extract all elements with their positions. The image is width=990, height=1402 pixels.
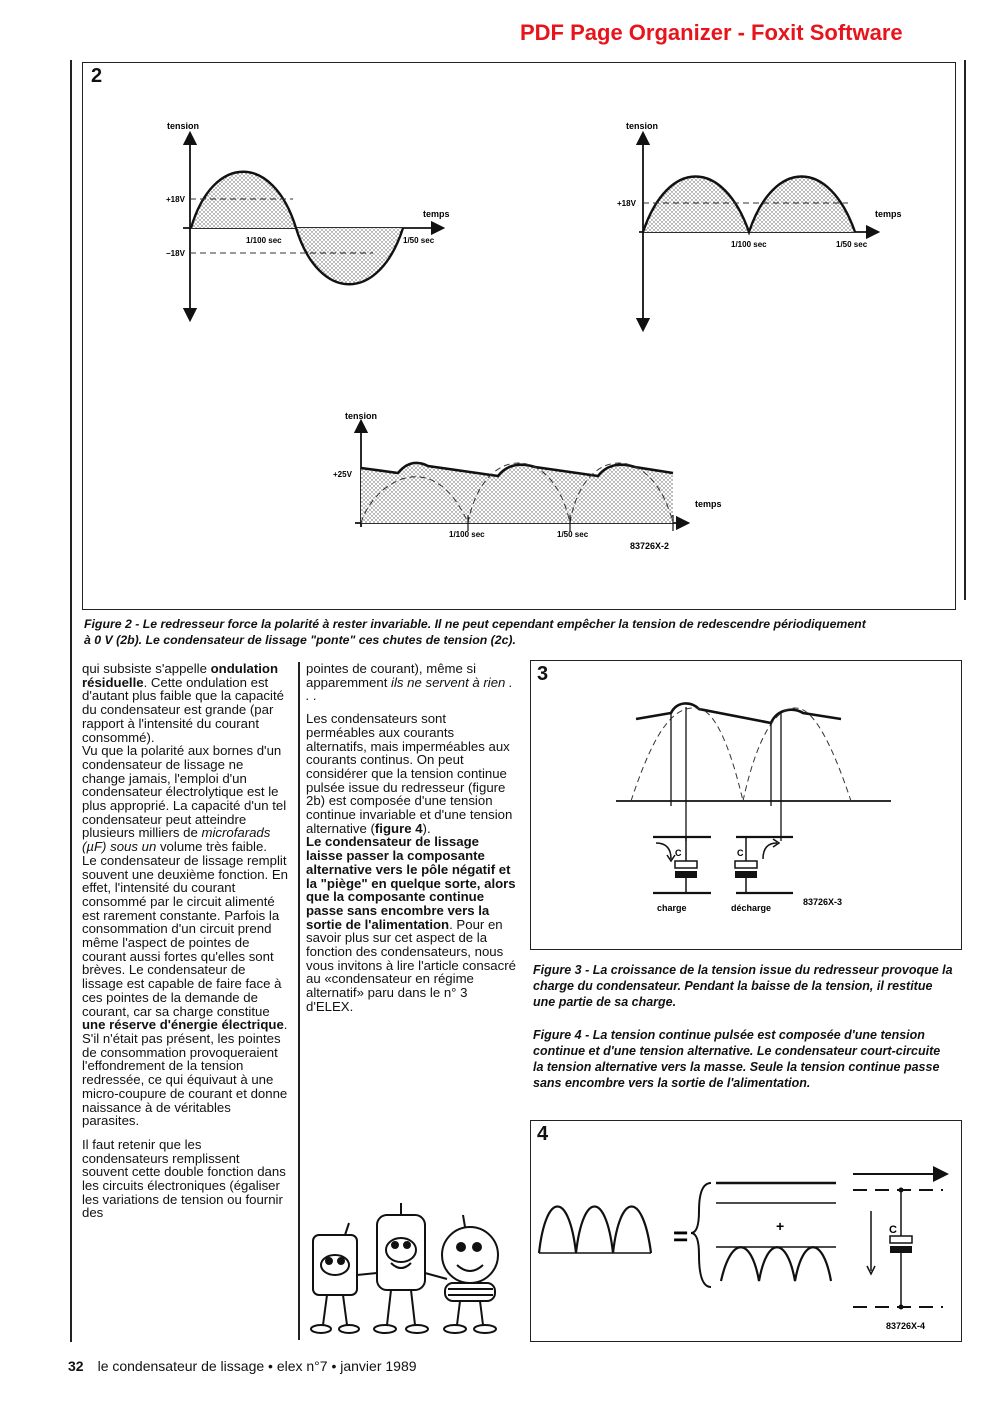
page-number: 32: [68, 1358, 84, 1374]
graph-2c-tick1: 1/100 sec: [449, 530, 485, 539]
graph-2b-tick1: 1/100 sec: [731, 240, 767, 249]
figure-4-plus: +: [776, 1218, 785, 1234]
figure-4-ref: 83726X-4: [886, 1321, 926, 1331]
footer-text: le condensateur de lissage • elex n°7 • janvier 1989: [97, 1358, 417, 1374]
graph-2c-tick2: 1/50 sec: [557, 530, 589, 539]
page-footer: [68, 1358, 417, 1374]
graph-2a-xlabel: temps: [423, 209, 450, 219]
graph-2c-ref: 83726X-2: [630, 541, 670, 551]
figure-2-box: [82, 62, 956, 610]
figure-3-label-decharge: décharge: [731, 903, 772, 913]
figure-3-label-charge: charge: [657, 903, 687, 913]
col2-para-2: Les condensateurs sont perméables aux courants alternatifs, mais imperméables aux courants continus. On peut considérer que la tension continue pulsée issue du redresseur (figure 2b) est composée d'une tension continue invariable et d'une tension alternative (figure 4). Le condensateur de lissage laisse passer la composante alternative vers le pôle négatif et la "piège" en quelque sorte, alors que la composante continue passe sans encombre vers la sortie de l'alimentation. Pour en savoir plus sur cet aspect de la fonction des condensateurs, nous vous invitons à lire l'article consacré au «condensateur en régime alternatif» paru dans le n° 3 d'ELEX.: [306, 711, 516, 1014]
graph-2a-pos-label: +18V: [166, 195, 185, 204]
body-column-2: [306, 662, 516, 1023]
graph-2a-ylabel: tension: [167, 121, 200, 131]
figure-3-ref: 83726X-3: [803, 897, 843, 907]
figure-4-caption: Figure 4 - La tension continue pulsée est composée d'une tension continue et d'une tension alternative. Le condensateur court-circuite la tension alternative vers la masse. Seule la tension continue passe sans encombre vers la sortie de l'alimentation.: [533, 1028, 941, 1090]
figure-2-caption-line1: Figure 2 - Le redresseur force la polarité à rester invariable. Il ne peut cependant empêcher la tension de redescendre périodiquement: [84, 617, 866, 631]
figure-4-diagram: [531, 1121, 961, 1341]
figure-2-caption-line2: à 0 V (2b). Le condensateur de lissage "ponte" ces chutes de tension (2c).: [84, 633, 516, 647]
graph-2b-pos-label: +18V: [617, 199, 636, 208]
col1-para-3: Le condensateur de lissage remplit souvent une deuxième fonction. En effet, l'intensité du courant consommé par le circuit alimenté est rarement constante. Parfois la consommation d'un circuit prend même l'aspect de pointes de courant aussi fortes qu'elles sont brèves. Le condensateur de lissage est capable de faire face à ces pointes de la demande de courant, car sa charge constitue une réserve d'énergie électrique. S'il n'était pas présent, les pointes de consommation provoqueraient l'effondrement de la tension redressée, ce qui équivaut à une micro-coupure de courant et donne naissance à de véritables parasites.: [82, 852, 289, 1129]
column-divider-rule: [298, 662, 300, 1340]
graph-2a-neg-label: −18V: [166, 249, 185, 258]
col1-para-1: qui subsiste s'appelle ondulation résiduelle. Cette ondulation est d'autant plus faible que la capacité du condensateur est grande (par rapport à l'intensité du courant consommé).: [82, 661, 284, 745]
graph-2c-ylabel: tension: [345, 411, 378, 421]
app-banner: PDF Page Organizer - Foxit Software: [520, 20, 903, 45]
graph-2a: [166, 121, 450, 315]
col1-para-4: Il faut retenir que les condensateurs remplissent souvent cette double fonction dans les circuits électroniques (égaliser les variations de tension ou fournir des: [82, 1136, 286, 1221]
body-column-1: [82, 662, 288, 1229]
graph-2b-xlabel: temps: [875, 209, 902, 219]
col2-para-1: pointes de courant), même si apparemment ils ne servent à rien . . .: [306, 661, 513, 704]
figure-3-number: 3: [537, 663, 549, 685]
figure-4-number: 4: [537, 1123, 549, 1145]
left-margin-rule: [70, 60, 72, 1342]
graph-2b-ylabel: tension: [626, 121, 659, 131]
graph-2b-tick2: 1/50 sec: [836, 240, 868, 249]
graph-2b: [617, 121, 902, 325]
figure-2-caption: [84, 616, 964, 648]
right-margin-rule: [964, 60, 966, 600]
figure-2-graphs: [83, 63, 955, 609]
figure-3-box: [530, 660, 962, 950]
graph-2a-tick2: 1/50 sec: [403, 236, 435, 245]
graph-2c-xlabel: temps: [695, 499, 722, 509]
figure-4-label-c: C: [889, 1224, 897, 1236]
figure-3-label-c1: C: [675, 848, 682, 858]
figure-3-diagram: [531, 661, 961, 949]
col1-para-2: Vu que la polarité aux bornes d'un condensateur de lissage ne change jamais, l'emploi d'un condensateur électrolytique est le plus approprié. La capacité d'un tel condensateur peut atteindre plusieurs milliers de microfarads (µF) sous un volume très faible.: [82, 743, 287, 855]
figure-4-box: [530, 1120, 962, 1342]
graph-2c: [333, 411, 722, 551]
graph-2c-pos-label: +25V: [333, 470, 352, 479]
figure-3-label-c2: C: [737, 848, 744, 858]
cartoon-capacitor-characters: [305, 1195, 520, 1340]
figure-3-caption: Figure 3 - La croissance de la tension issue du redresseur provoque la charge du condensateur. Pendant la baisse de la tension, il restitue une partie de sa charge.: [533, 963, 953, 1009]
graph-2a-tick1: 1/100 sec: [246, 236, 282, 245]
figure-2-number: 2: [91, 65, 103, 87]
figure-4-equals: =: [673, 1221, 689, 1251]
